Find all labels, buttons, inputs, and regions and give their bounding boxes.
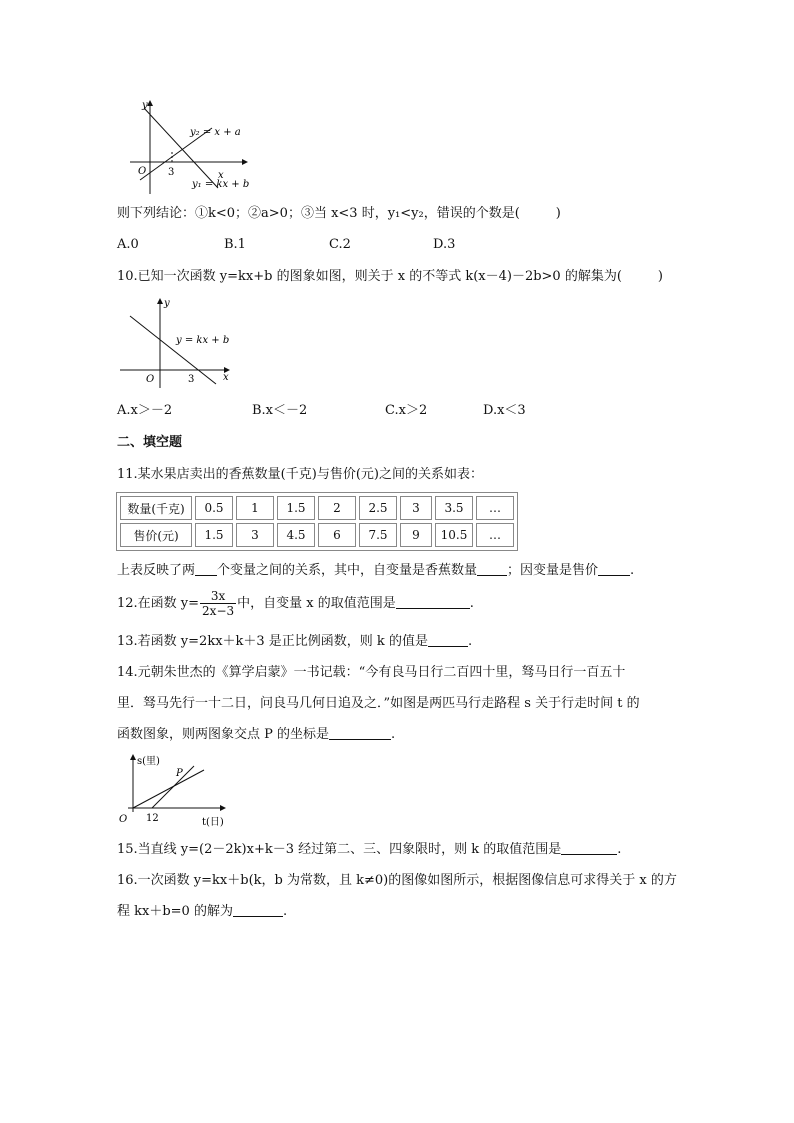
q13-pre: 13.若函数 y=2kx＋k＋3 是正比例函数，则 k 的值是 bbox=[117, 634, 428, 649]
q14-tick-label: 12 bbox=[146, 813, 159, 824]
q14-origin-label: O bbox=[119, 814, 128, 825]
table-cell: 9 bbox=[400, 523, 432, 547]
q11-text-c: ；因变量是售价 bbox=[507, 563, 599, 578]
q14-x-arrow bbox=[220, 805, 226, 811]
q10-x-label: x bbox=[223, 372, 229, 383]
q10-stem-text: 10.已知一次函数 y=kx+b 的图象如图，则关于 x 的不等式 k(x－4)－2b>0 的解集为( bbox=[117, 269, 622, 284]
q9-graph bbox=[120, 98, 280, 194]
q9-y-arrow bbox=[147, 100, 153, 106]
q9-x-label: x bbox=[218, 170, 224, 181]
q11-stem: 11.某水果店卖出的香蕉数量(千克)与售价(元)之间的关系如表： bbox=[117, 467, 483, 482]
q16-line-2-text: 程 kx＋b=0 的解为 bbox=[117, 904, 233, 919]
table-cell: 4.5 bbox=[277, 523, 315, 547]
q15-pre: 15.当直线 y=(2－2k)x+k－3 经过第二、三、四象限时，则 k 的取值范围是 bbox=[117, 842, 562, 857]
q12-line bbox=[117, 589, 474, 618]
q11-answer-line bbox=[117, 562, 634, 580]
q9-conclusion-text: 则下列结论：①k<0；②a>0；③当 x<3 时，y₁<y₂，错误的个数是( bbox=[117, 206, 520, 221]
q9-x-arrow bbox=[242, 159, 248, 165]
q10-option-b: B.x＜－2 bbox=[252, 403, 308, 418]
table-cell: 0.5 bbox=[195, 496, 233, 520]
q12-denominator: 2x−3 bbox=[202, 604, 235, 618]
q12-fraction bbox=[200, 589, 236, 618]
q11-text-d: . bbox=[630, 563, 635, 578]
q14-y-arrow bbox=[130, 754, 136, 760]
q9-line-y1 bbox=[144, 108, 218, 188]
q10-y-arrow bbox=[157, 298, 163, 304]
q9-option-a: A.0 bbox=[117, 237, 139, 252]
q10-tick-label: 3 bbox=[188, 374, 195, 385]
q12-pre: 12.在函数 y= bbox=[117, 596, 200, 611]
q14-blank[interactable] bbox=[329, 726, 391, 740]
q10-option-c: C.x＞2 bbox=[385, 403, 428, 418]
table-cell: 2.5 bbox=[359, 496, 397, 520]
q15-line bbox=[117, 841, 621, 859]
q10-line-label: y = kx + b bbox=[176, 335, 230, 346]
q14-y-label: s(里) bbox=[137, 756, 160, 767]
q10-line bbox=[130, 316, 216, 384]
q11-blank-3[interactable] bbox=[598, 562, 630, 576]
table-cell: 3 bbox=[236, 523, 274, 547]
q11-text-a: 上表反映了两 bbox=[117, 563, 196, 578]
q16-line-1: 16.一次函数 y=kx＋b(k，b 为常数，且 k≠0)的图像如图所示，根据图像信息可求得关于 x 的方 bbox=[117, 873, 677, 888]
q14-line-3 bbox=[117, 726, 395, 744]
q14-graph bbox=[116, 752, 236, 832]
table-cell: 7.5 bbox=[359, 523, 397, 547]
q14-fast-horse-line bbox=[152, 766, 194, 808]
q12-blank[interactable] bbox=[396, 595, 470, 609]
q15-blank[interactable] bbox=[561, 841, 617, 855]
table-cell: 10.5 bbox=[435, 523, 473, 547]
q9-option-d: D.3 bbox=[433, 237, 456, 252]
table-cell: 3.5 bbox=[435, 496, 473, 520]
section-title: 二、填空题 bbox=[117, 435, 183, 450]
q10-origin-label: O bbox=[146, 374, 155, 385]
q14-end: . bbox=[391, 727, 396, 742]
q11-blank-1[interactable] bbox=[195, 562, 217, 576]
q13-blank[interactable] bbox=[428, 633, 468, 647]
q15-end: . bbox=[617, 842, 622, 857]
q13-line bbox=[117, 633, 472, 651]
q11-blank-2[interactable] bbox=[477, 562, 507, 576]
q14-slow-horse-line bbox=[133, 770, 204, 808]
q14-line-2: 里．驽马先行一十二日，问良马几何日追及之．”如图是两匹马行走路程 s 关于行走时间 t 的 bbox=[117, 696, 640, 711]
table-cell: 1.5 bbox=[195, 523, 233, 547]
table-cell: 2 bbox=[318, 496, 356, 520]
table-cell: 1 bbox=[236, 496, 274, 520]
q14-x-label: t(日) bbox=[202, 817, 224, 828]
table-cell: 售价(元) bbox=[120, 523, 192, 547]
q12-end: . bbox=[469, 596, 474, 611]
q12-numerator: 3x bbox=[200, 589, 236, 604]
q10-option-a: A.x＞－2 bbox=[117, 403, 173, 418]
q9-conclusion-paren: ) bbox=[555, 206, 561, 221]
table-cell: 6 bbox=[318, 523, 356, 547]
q10-stem-paren: ) bbox=[657, 269, 663, 284]
q14-point-label: P bbox=[176, 768, 183, 779]
q10-stem bbox=[117, 268, 663, 286]
table-cell: … bbox=[476, 523, 514, 547]
table-cell: … bbox=[476, 496, 514, 520]
q9-option-b: B.1 bbox=[224, 237, 246, 252]
q9-tick-label: 3 bbox=[168, 167, 175, 178]
banana-price-table bbox=[116, 492, 518, 551]
q9-option-c: C.2 bbox=[329, 237, 351, 252]
q10-option-d: D.x＜3 bbox=[483, 403, 526, 418]
q14-line-3-text: 函数图象，则两图象交点 P 的坐标是 bbox=[117, 727, 330, 742]
q16-end: . bbox=[282, 904, 288, 919]
q9-y-label: y bbox=[142, 100, 148, 111]
q9-conclusion bbox=[117, 205, 561, 223]
q13-end: . bbox=[467, 634, 473, 649]
table-cell: 3 bbox=[400, 496, 432, 520]
q10-graph bbox=[120, 296, 240, 388]
table-row bbox=[120, 523, 514, 547]
q9-line-y2-label: y₂ = x + a bbox=[190, 127, 241, 138]
q16-line-2 bbox=[117, 903, 287, 921]
table-cell: 数量(千克) bbox=[120, 496, 192, 520]
q12-post: 中，自变量 x 的取值范围是 bbox=[237, 596, 396, 611]
table-cell: 1.5 bbox=[277, 496, 315, 520]
q9-origin-label: O bbox=[138, 166, 147, 177]
q9-line-y1-label: y₁ = kx + b bbox=[192, 179, 250, 190]
q16-blank[interactable] bbox=[233, 903, 283, 917]
q14-line-1: 14.元朝朱世杰的《算学启蒙》一书记载：“今有良马日行二百四十里，驽马日行一百五十 bbox=[117, 665, 626, 680]
q11-text-b: 个变量之间的关系，其中，自变量是香蕉数量 bbox=[217, 563, 478, 578]
q10-y-label: y bbox=[164, 298, 170, 309]
table-row bbox=[120, 496, 514, 520]
